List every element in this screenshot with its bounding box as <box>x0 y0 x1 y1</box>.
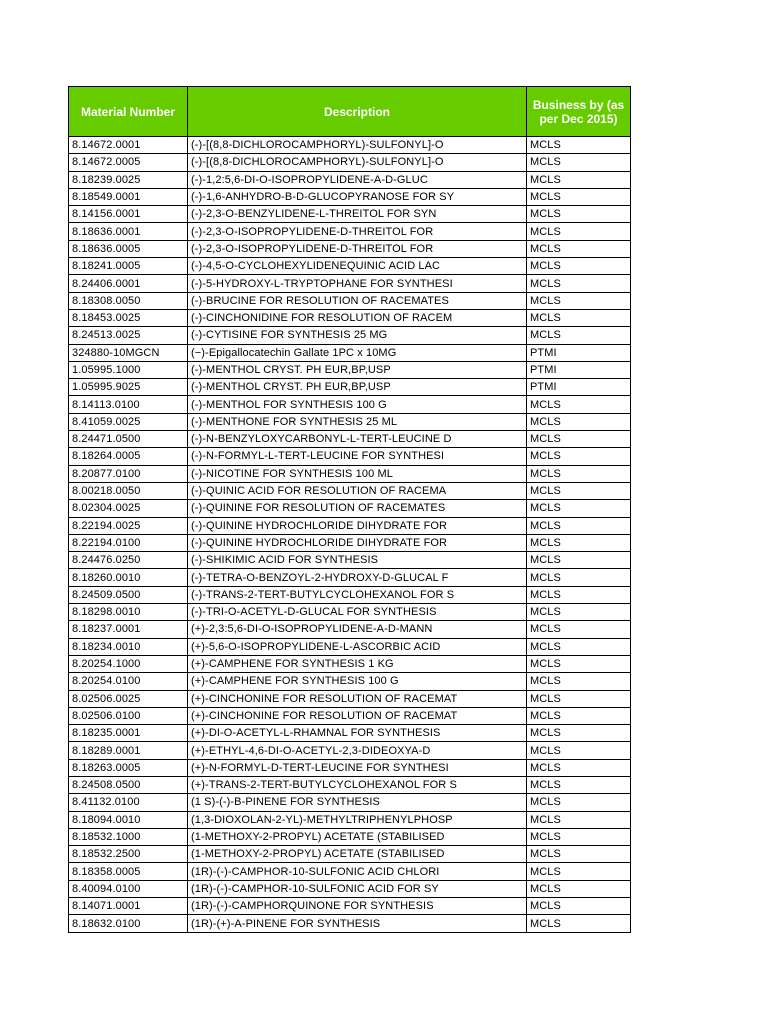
table-row <box>69 863 631 880</box>
material-number-cell: 8.02304.0025 <box>69 500 188 517</box>
material-number-cell: 8.20254.0100 <box>69 673 188 690</box>
business-cell: MCLS <box>527 275 631 292</box>
business-cell: MCLS <box>527 638 631 655</box>
business-cell: MCLS <box>527 482 631 499</box>
table-row <box>69 846 631 863</box>
material-number-cell: 8.22194.0025 <box>69 517 188 534</box>
material-number-cell: 8.14071.0001 <box>69 898 188 915</box>
material-number-cell: 8.14113.0100 <box>69 396 188 413</box>
business-cell: MCLS <box>527 327 631 344</box>
business-cell: PTMI <box>527 361 631 378</box>
material-number-cell: 8.18453.0025 <box>69 309 188 326</box>
description-cell: (1 S)-(-)-B-PINENE FOR SYNTHESIS <box>188 794 527 811</box>
material-number-cell: 8.14672.0005 <box>69 154 188 171</box>
business-cell: MCLS <box>527 915 631 932</box>
business-cell: MCLS <box>527 448 631 465</box>
business-cell: PTMI <box>527 379 631 396</box>
business-cell: MCLS <box>527 621 631 638</box>
table-row <box>69 292 631 309</box>
business-cell: MCLS <box>527 188 631 205</box>
description-cell: (-)-N-FORMYL-L-TERT-LEUCINE FOR SYNTHESI <box>188 448 527 465</box>
business-cell: MCLS <box>527 396 631 413</box>
business-cell: MCLS <box>527 742 631 759</box>
table-row <box>69 673 631 690</box>
business-cell: MCLS <box>527 604 631 621</box>
description-cell: (-)-[(8,8-DICHLOROCAMPHORYL)-SULFONYL]-O <box>188 154 527 171</box>
material-number-cell: 8.18260.0010 <box>69 569 188 586</box>
table-row <box>69 258 631 275</box>
material-number-cell: 8.18358.0005 <box>69 863 188 880</box>
business-cell: MCLS <box>527 258 631 275</box>
business-cell: MCLS <box>527 725 631 742</box>
table-row <box>69 776 631 793</box>
description-cell: (-)-MENTHONE FOR SYNTHESIS 25 ML <box>188 413 527 430</box>
business-cell: MCLS <box>527 517 631 534</box>
table-row <box>69 690 631 707</box>
table-row <box>69 552 631 569</box>
description-cell: (1-METHOXY-2-PROPYL) ACETATE (STABILISED <box>188 846 527 863</box>
business-cell: MCLS <box>527 811 631 828</box>
material-number-cell: 8.18239.0025 <box>69 171 188 188</box>
table-row <box>69 396 631 413</box>
material-number-cell: 8.02506.0025 <box>69 690 188 707</box>
description-cell: (1-METHOXY-2-PROPYL) ACETATE (STABILISED <box>188 828 527 845</box>
material-number-cell: 1.05995.1000 <box>69 361 188 378</box>
description-cell: (-)-1,6-ANHYDRO-B-D-GLUCOPYRANOSE FOR SY <box>188 188 527 205</box>
business-cell: MCLS <box>527 137 631 154</box>
material-number-cell: 8.18532.2500 <box>69 846 188 863</box>
business-cell: MCLS <box>527 569 631 586</box>
table-row <box>69 154 631 171</box>
material-number-cell: 8.24471.0500 <box>69 431 188 448</box>
table-row <box>69 915 631 932</box>
table-row <box>69 828 631 845</box>
business-cell: PTMI <box>527 344 631 361</box>
business-cell: MCLS <box>527 534 631 551</box>
description-cell: (+)-CINCHONINE FOR RESOLUTION OF RACEMAT <box>188 707 527 724</box>
material-number-cell: 8.24476.0250 <box>69 552 188 569</box>
table-row <box>69 223 631 240</box>
material-number-cell: 8.14156.0001 <box>69 206 188 223</box>
description-cell: (-)-1,2:5,6-DI-O-ISOPROPYLIDENE-A-D-GLUC <box>188 171 527 188</box>
description-cell: (-)-MENTHOL CRYST. PH EUR,BP,USP <box>188 361 527 378</box>
business-cell: MCLS <box>527 206 631 223</box>
business-cell: MCLS <box>527 431 631 448</box>
business-cell: MCLS <box>527 707 631 724</box>
description-cell: (-)-2,3-O-ISOPROPYLIDENE-D-THREITOL FOR <box>188 240 527 257</box>
header-description: Description <box>188 87 527 137</box>
description-cell: (-)-N-BENZYLOXYCARBONYL-L-TERT-LEUCINE D <box>188 431 527 448</box>
material-number-cell: 8.00218.0050 <box>69 482 188 499</box>
material-number-cell: 8.18532.1000 <box>69 828 188 845</box>
material-number-cell: 8.18264.0005 <box>69 448 188 465</box>
description-cell: (-)-QUININE FOR RESOLUTION OF RACEMATES <box>188 500 527 517</box>
description-cell: (+)-DI-O-ACETYL-L-RHAMNAL FOR SYNTHESIS <box>188 725 527 742</box>
material-number-cell: 8.18636.0001 <box>69 223 188 240</box>
table-row <box>69 604 631 621</box>
business-cell: MCLS <box>527 171 631 188</box>
description-cell: (-)-QUININE HYDROCHLORIDE DIHYDRATE FOR <box>188 534 527 551</box>
material-number-cell: 8.41059.0025 <box>69 413 188 430</box>
material-number-cell: 8.18636.0005 <box>69 240 188 257</box>
description-cell: (-)-[(8,8-DICHLOROCAMPHORYL)-SULFONYL]-O <box>188 137 527 154</box>
table-row <box>69 188 631 205</box>
business-cell: MCLS <box>527 292 631 309</box>
description-cell: (-)-TRANS-2-TERT-BUTYLCYCLOHEXANOL FOR S <box>188 586 527 603</box>
table-row <box>69 794 631 811</box>
description-cell: (−)-Epigallocatechin Gallate 1PC x 10MG <box>188 344 527 361</box>
table-row <box>69 206 631 223</box>
spreadsheet <box>68 86 630 933</box>
business-cell: MCLS <box>527 846 631 863</box>
table-row <box>69 880 631 897</box>
table-row <box>69 344 631 361</box>
header-material-number: Material Number <box>69 87 188 137</box>
description-cell: (+)-CINCHONINE FOR RESOLUTION OF RACEMAT <box>188 690 527 707</box>
material-number-cell: 8.18237.0001 <box>69 621 188 638</box>
table-row <box>69 137 631 154</box>
material-number-cell: 8.24513.0025 <box>69 327 188 344</box>
material-number-cell: 8.18234.0010 <box>69 638 188 655</box>
material-number-cell: 8.20254.1000 <box>69 655 188 672</box>
business-cell: MCLS <box>527 880 631 897</box>
description-cell: (-)-NICOTINE FOR SYNTHESIS 100 ML <box>188 465 527 482</box>
table-row <box>69 638 631 655</box>
description-cell: (-)-2,3-O-BENZYLIDENE-L-THREITOL FOR SYN <box>188 206 527 223</box>
business-cell: MCLS <box>527 552 631 569</box>
description-cell: (+)-ETHYL-4,6-DI-O-ACETYL-2,3-DIDEOXYA-D <box>188 742 527 759</box>
material-number-cell: 8.41132.0100 <box>69 794 188 811</box>
description-cell: (-)-CINCHONIDINE FOR RESOLUTION OF RACEM <box>188 309 527 326</box>
description-cell: (1R)-(-)-CAMPHORQUINONE FOR SYNTHESIS <box>188 898 527 915</box>
table-row <box>69 275 631 292</box>
description-cell: (-)-TETRA-O-BENZOYL-2-HYDROXY-D-GLUCAL F <box>188 569 527 586</box>
business-cell: MCLS <box>527 240 631 257</box>
table-row <box>69 413 631 430</box>
material-number-cell: 8.24509.0500 <box>69 586 188 603</box>
description-cell: (-)-MENTHOL CRYST. PH EUR,BP,USP <box>188 379 527 396</box>
table-row <box>69 327 631 344</box>
material-number-cell: 8.02506.0100 <box>69 707 188 724</box>
material-number-cell: 8.20877.0100 <box>69 465 188 482</box>
description-cell: (+)-N-FORMYL-D-TERT-LEUCINE FOR SYNTHESI <box>188 759 527 776</box>
table-row <box>69 448 631 465</box>
business-cell: MCLS <box>527 223 631 240</box>
material-number-cell: 8.14672.0001 <box>69 137 188 154</box>
material-number-cell: 8.22194.0100 <box>69 534 188 551</box>
material-number-cell: 8.18094.0010 <box>69 811 188 828</box>
description-cell: (+)-2,3:5,6-DI-O-ISOPROPYLIDENE-A-D-MANN <box>188 621 527 638</box>
table-row <box>69 431 631 448</box>
description-cell: (1R)-(+)-A-PINENE FOR SYNTHESIS <box>188 915 527 932</box>
description-cell: (-)-2,3-O-ISOPROPYLIDENE-D-THREITOL FOR <box>188 223 527 240</box>
business-cell: MCLS <box>527 794 631 811</box>
material-number-cell: 8.18632.0100 <box>69 915 188 932</box>
business-cell: MCLS <box>527 655 631 672</box>
business-cell: MCLS <box>527 586 631 603</box>
description-cell: (+)-TRANS-2-TERT-BUTYLCYCLOHEXANOL FOR S <box>188 776 527 793</box>
description-cell: (-)-BRUCINE FOR RESOLUTION OF RACEMATES <box>188 292 527 309</box>
table-row <box>69 309 631 326</box>
business-cell: MCLS <box>527 309 631 326</box>
table-row <box>69 655 631 672</box>
description-cell: (+)-5,6-O-ISOPROPYLIDENE-L-ASCORBIC ACID <box>188 638 527 655</box>
table-row <box>69 742 631 759</box>
table-row <box>69 811 631 828</box>
material-number-cell: 8.18289.0001 <box>69 742 188 759</box>
business-cell: MCLS <box>527 828 631 845</box>
business-cell: MCLS <box>527 500 631 517</box>
table-row <box>69 534 631 551</box>
table-row <box>69 898 631 915</box>
material-number-cell: 8.18298.0010 <box>69 604 188 621</box>
table-row <box>69 586 631 603</box>
business-cell: MCLS <box>527 863 631 880</box>
material-number-cell: 8.18241.0005 <box>69 258 188 275</box>
table-row <box>69 517 631 534</box>
table-row <box>69 759 631 776</box>
description-cell: (-)-SHIKIMIC ACID FOR SYNTHESIS <box>188 552 527 569</box>
table-row <box>69 171 631 188</box>
material-number-cell: 8.24406.0001 <box>69 275 188 292</box>
material-number-cell: 8.24508.0500 <box>69 776 188 793</box>
material-number-cell: 8.18549.0001 <box>69 188 188 205</box>
business-cell: MCLS <box>527 413 631 430</box>
description-cell: (-)-MENTHOL FOR SYNTHESIS 100 G <box>188 396 527 413</box>
description-cell: (-)-TRI-O-ACETYL-D-GLUCAL FOR SYNTHESIS <box>188 604 527 621</box>
table-row <box>69 569 631 586</box>
material-number-cell: 1.05995.9025 <box>69 379 188 396</box>
table-row <box>69 379 631 396</box>
business-cell: MCLS <box>527 776 631 793</box>
description-cell: (-)-CYTISINE FOR SYNTHESIS 25 MG <box>188 327 527 344</box>
table-row <box>69 500 631 517</box>
material-number-cell: 8.18235.0001 <box>69 725 188 742</box>
description-cell: (-)-QUINIC ACID FOR RESOLUTION OF RACEMA <box>188 482 527 499</box>
material-number-cell: 8.18308.0050 <box>69 292 188 309</box>
table-row <box>69 465 631 482</box>
material-number-cell: 8.40094.0100 <box>69 880 188 897</box>
description-cell: (1R)-(-)-CAMPHOR-10-SULFONIC ACID FOR SY <box>188 880 527 897</box>
description-cell: (+)-CAMPHENE FOR SYNTHESIS 1 KG <box>188 655 527 672</box>
business-cell: MCLS <box>527 673 631 690</box>
table-row <box>69 361 631 378</box>
description-cell: (1,3-DIOXOLAN-2-YL)-METHYLTRIPHENYLPHOSP <box>188 811 527 828</box>
business-cell: MCLS <box>527 690 631 707</box>
description-cell: (-)-4,5-O-CYCLOHEXYLIDENEQUINIC ACID LAC <box>188 258 527 275</box>
business-cell: MCLS <box>527 465 631 482</box>
table-row <box>69 482 631 499</box>
table-row <box>69 725 631 742</box>
description-cell: (+)-CAMPHENE FOR SYNTHESIS 100 G <box>188 673 527 690</box>
business-cell: MCLS <box>527 898 631 915</box>
header-business: Business by (as per Dec 2015) <box>527 87 631 137</box>
description-cell: (1R)-(-)-CAMPHOR-10-SULFONIC ACID CHLORI <box>188 863 527 880</box>
table-row <box>69 707 631 724</box>
material-number-cell: 8.18263.0005 <box>69 759 188 776</box>
description-cell: (-)-5-HYDROXY-L-TRYPTOPHANE FOR SYNTHESI <box>188 275 527 292</box>
business-cell: MCLS <box>527 154 631 171</box>
description-cell: (-)-QUININE HYDROCHLORIDE DIHYDRATE FOR <box>188 517 527 534</box>
table-row <box>69 240 631 257</box>
table-row <box>69 621 631 638</box>
business-cell: MCLS <box>527 759 631 776</box>
material-table <box>68 86 631 933</box>
header-row <box>69 87 631 137</box>
material-number-cell: 324880-10MGCN <box>69 344 188 361</box>
